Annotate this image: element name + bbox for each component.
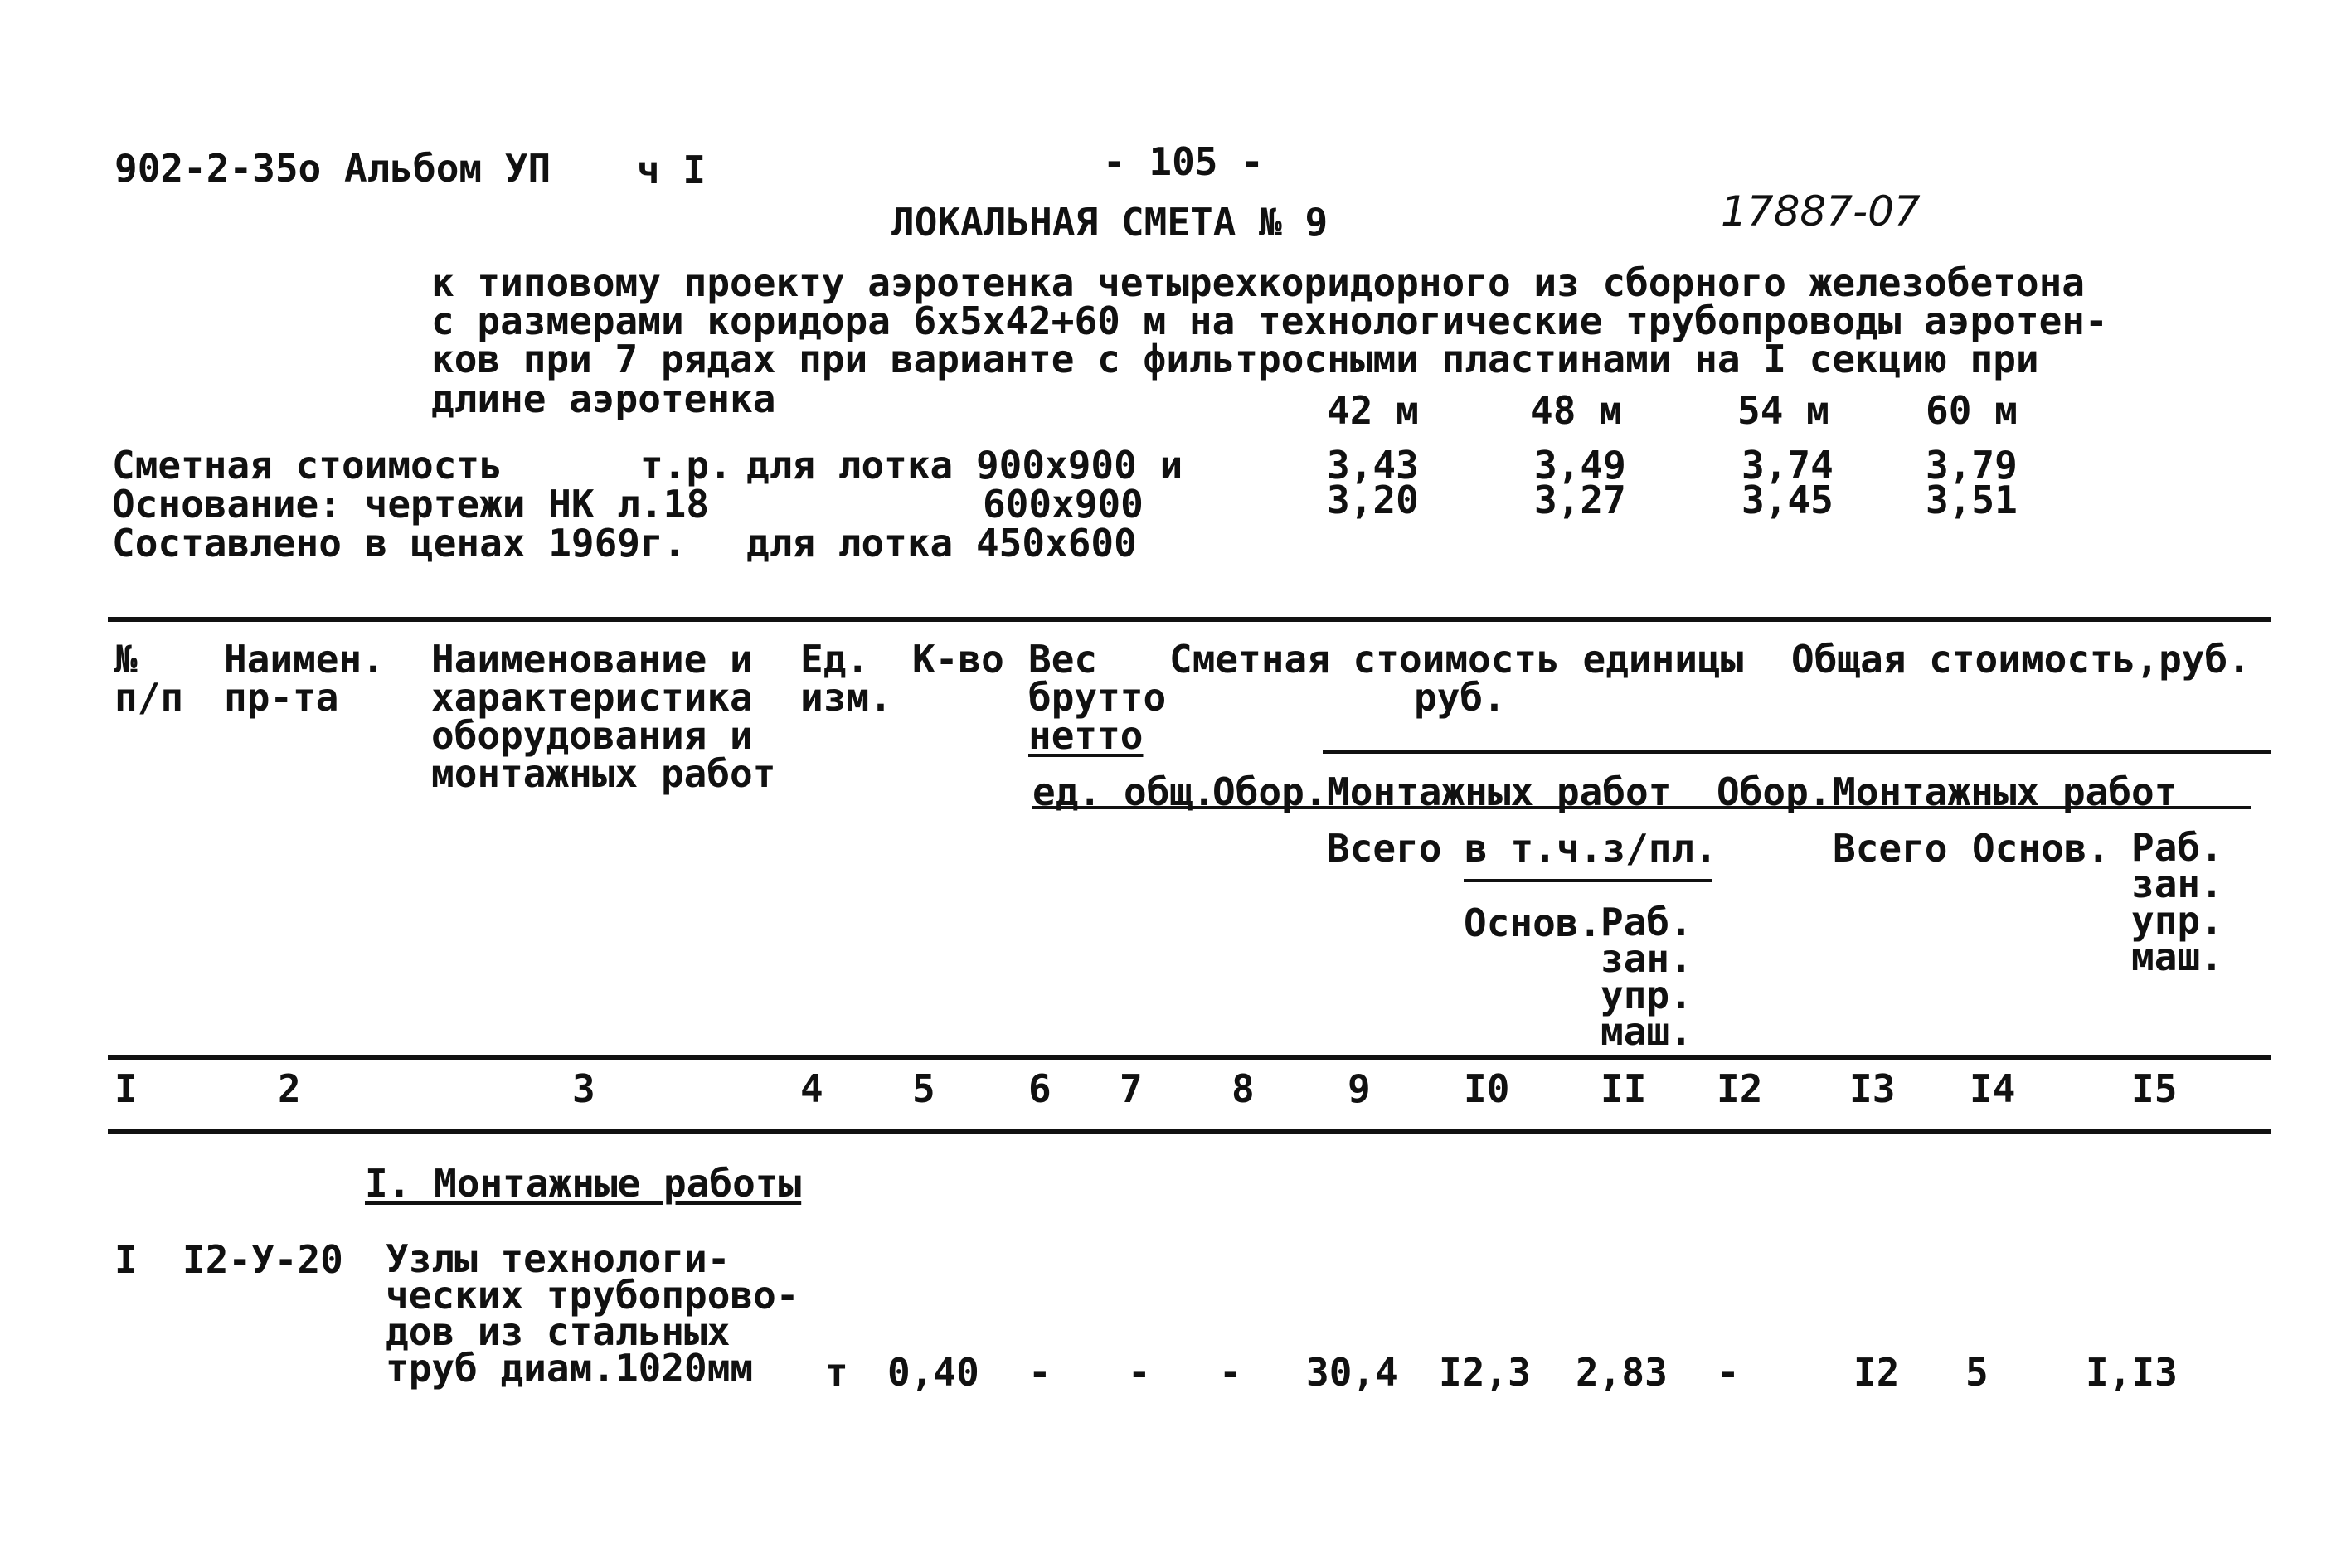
subheader-vsego-1: Всего в т.ч.з/пл. [1327, 826, 1717, 871]
colnum-7: 7 [1120, 1066, 1143, 1111]
length-60: 60 м [1926, 388, 2018, 433]
colnum-10: I0 [1464, 1066, 1510, 1111]
row-1-num: I [114, 1237, 138, 1282]
header-num: № п/п [114, 637, 184, 720]
colnum-15: I5 [2131, 1066, 2178, 1111]
subject-line-3: ков при 7 рядах при варианте с фильтросными пластинами на I секцию при [431, 337, 2039, 381]
cost-label-3: Составлено в ценах 1969г. [112, 521, 687, 566]
header-total-cost: Общая стоимость,руб. [1791, 637, 2251, 682]
colnum-3: 3 [572, 1066, 595, 1111]
colnum-13: I3 [1849, 1066, 1896, 1111]
cost-tray-1: для лотка 900х900 и [746, 443, 1183, 488]
colnum-6: 6 [1028, 1066, 1052, 1111]
table-top-rule [108, 617, 2271, 622]
subheader-vsego-2: Всего [1833, 826, 1948, 871]
cost-value-2-48: 3,27 [1534, 478, 1626, 522]
row-1-weight-brutto: - [1028, 1350, 1052, 1395]
section-title: I. Монтажные работы [365, 1161, 802, 1206]
colnum-1: I [114, 1066, 138, 1111]
subheader-osnov-1: Основ. [1464, 901, 1602, 945]
page-number: - 105 - [1103, 139, 1264, 184]
total-cost-rule [1323, 750, 2271, 754]
subheader-obor-1: Обор. [1212, 769, 1328, 814]
row-1-vsego: 30,4 [1306, 1350, 1398, 1395]
header-unit: Ед. изм. [800, 637, 892, 720]
colnum-2: 2 [278, 1066, 301, 1111]
colnum-4: 4 [800, 1066, 823, 1111]
header-bottom-rule [108, 1055, 2271, 1060]
subheader-osnov-2: Основ. [1972, 826, 2111, 871]
header-code: Наимен. пр-та [224, 637, 385, 720]
cost-label-1: Сметная стоимость т.р. [112, 443, 732, 488]
row-1-osnov: I2,3 [1439, 1350, 1531, 1395]
colnum-bottom-rule [108, 1129, 2271, 1134]
cost-value-2-60: 3,51 [1926, 478, 2018, 522]
subheader-mont-2: Монтажных работ [1833, 769, 2178, 814]
colnum-8: 8 [1231, 1066, 1255, 1111]
vsego-rule [1464, 879, 1712, 882]
cost-value-1-60: 3,79 [1926, 443, 2018, 488]
registration-number: 17887-07 [1721, 187, 1921, 235]
cost-value-2-42: 3,20 [1327, 478, 1419, 522]
colnum-12: I2 [1717, 1066, 1763, 1111]
row-1-obor-total: - [1717, 1350, 1740, 1395]
cost-value-1-48: 3,49 [1534, 443, 1626, 488]
colnum-9: 9 [1348, 1066, 1371, 1111]
header-qty: К-во [912, 637, 1004, 682]
header-name: Наименование и характеристика оборудования и монтажных работ [431, 637, 776, 796]
cost-value-1-42: 3,43 [1327, 443, 1419, 488]
cost-tray-3: для лотка 450х600 [746, 521, 1137, 566]
row-1-vsego-total: I2 [1853, 1350, 1900, 1395]
row-1-qty: 0,40 [887, 1350, 979, 1395]
header-weight-net: нетто [1028, 713, 1144, 758]
subject-line-2: с размерами коридора 6х5х42+60 м на технологические трубопроводы аэротен- [431, 299, 2108, 343]
colnum-5: 5 [912, 1066, 935, 1111]
subheader-obsh: общ. [1124, 769, 1216, 814]
cost-tray-2: 600х900 [983, 482, 1144, 527]
row-1-unit: т [825, 1350, 848, 1395]
row-1-obor: - [1219, 1350, 1242, 1395]
subheader-obor-2: Обор. [1717, 769, 1832, 814]
colnum-14: I4 [1970, 1066, 2016, 1111]
doc-code: 902-2-35о Альбом УП [114, 146, 551, 191]
subheader-ed: ед. [1032, 769, 1102, 814]
subject-line-4: длине аэротенка [431, 376, 776, 421]
row-1-weight-netto: - [1128, 1350, 1151, 1395]
length-48: 48 м [1530, 388, 1622, 433]
colnum-11: II [1601, 1066, 1647, 1111]
row-1-rab: 2,83 [1576, 1350, 1668, 1395]
cost-value-1-54: 3,74 [1741, 443, 1834, 488]
document-title: ЛОКАЛЬНАЯ СМЕТА № 9 [891, 200, 1329, 245]
header-unit-cost-rub: руб. [1414, 675, 1506, 720]
subheader-rab-1: Раб. зан. упр. маш. [1601, 900, 1693, 1054]
subheader-rab-2: Раб. зан. упр. маш. [2131, 825, 2223, 979]
cost-value-2-54: 3,45 [1741, 478, 1834, 522]
header-weight: Вес брутто [1028, 637, 1167, 720]
cost-label-2: Основание: чертежи НК л.18 [112, 482, 710, 527]
length-54: 54 м [1737, 388, 1829, 433]
row-1-rab-total: I,I3 [2086, 1350, 2178, 1395]
row-1-name: Узлы технологи- ческих трубопрово- дов из стальных труб диам.1020мм [386, 1236, 799, 1391]
header-unit-cost: Сметная стоимость единицы [1169, 637, 1744, 682]
row-1-osnov-total: 5 [1965, 1350, 1989, 1395]
part-mark: ч I [637, 148, 707, 192]
subheader-mont-1: Монтажных работ [1327, 769, 1672, 814]
length-42: 42 м [1327, 388, 1419, 433]
row-1-code: I2-У-20 [182, 1237, 343, 1282]
subject-line-1: к типовому проекту аэротенка четырехкоридорного из сборного железобетона [431, 260, 2085, 305]
